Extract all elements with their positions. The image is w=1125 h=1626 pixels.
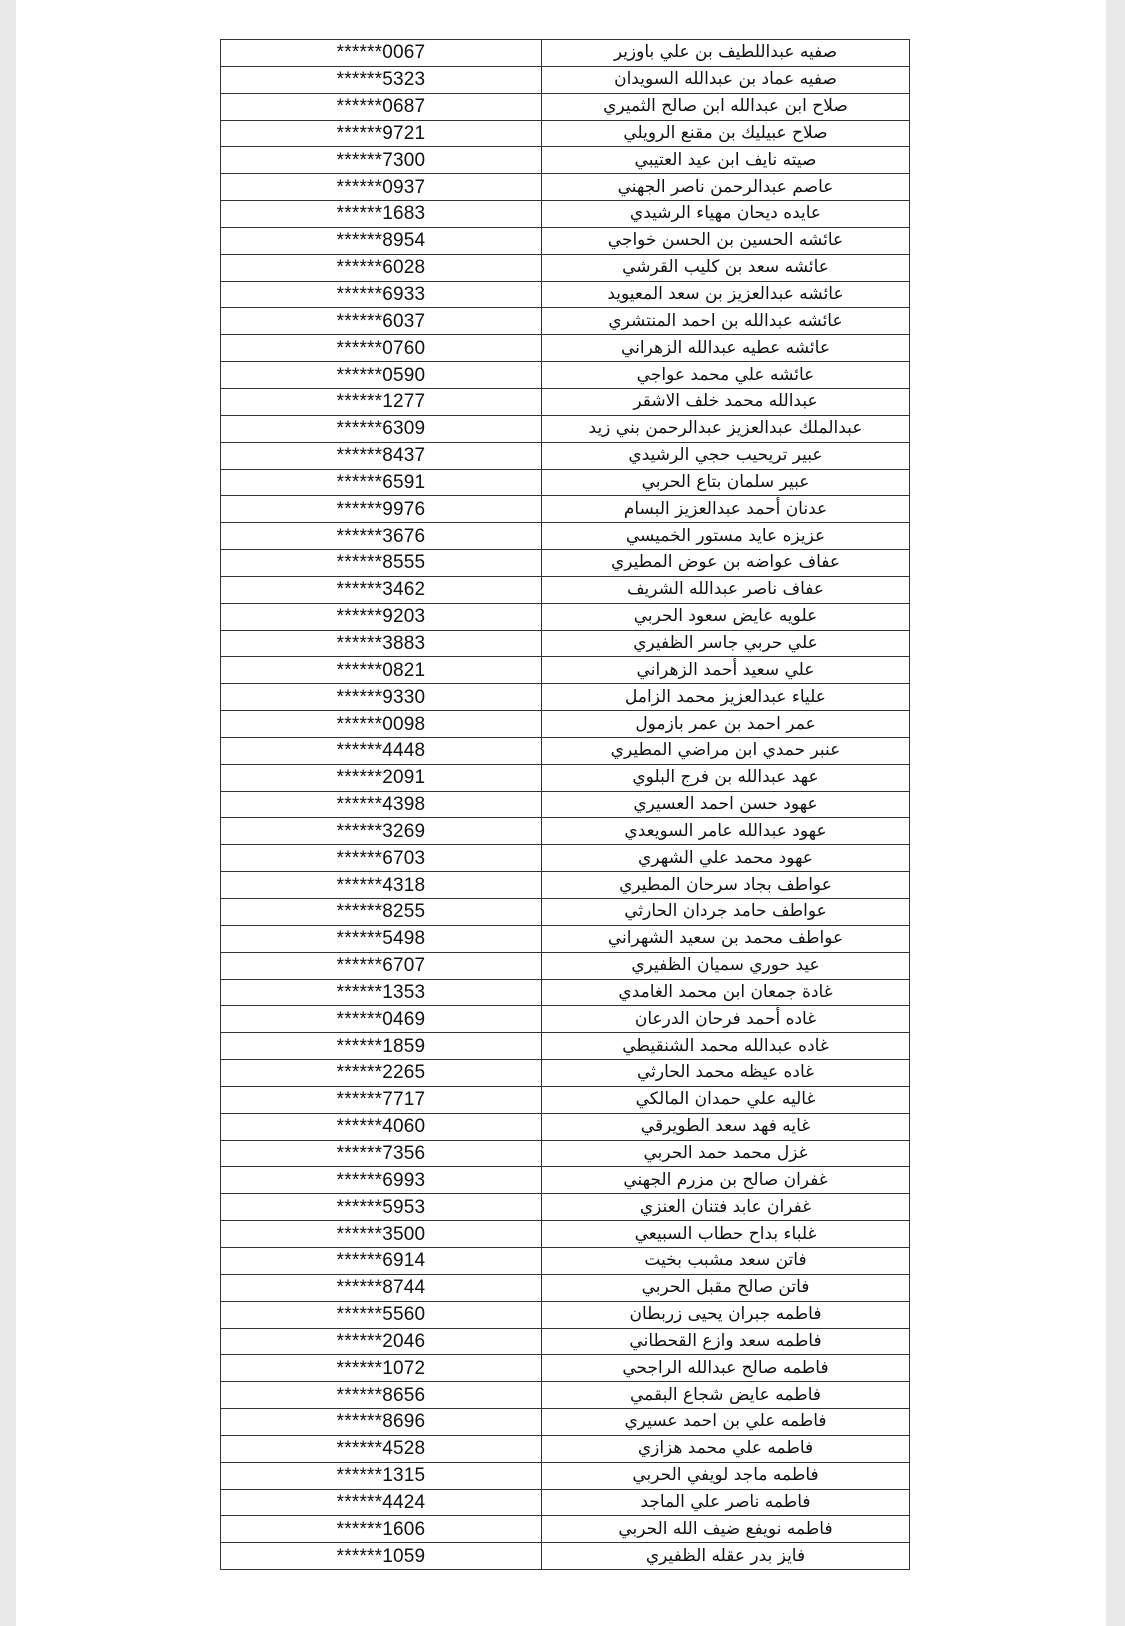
id-code-cell: ******6028	[221, 254, 542, 281]
id-code-cell: ******3676	[221, 523, 542, 550]
person-name-cell: عنبر حمدي ابن مراضي المطيري	[542, 737, 910, 764]
table-row	[221, 603, 910, 630]
table-row	[221, 1516, 910, 1543]
table-row	[221, 1543, 910, 1570]
person-name-cell: علي حربي جاسر الظفيري	[542, 630, 910, 657]
id-code-cell: ******9976	[221, 496, 542, 523]
id-code-cell: ******2046	[221, 1328, 542, 1355]
id-code-cell: ******0760	[221, 335, 542, 362]
table-row	[221, 550, 910, 577]
table-row	[221, 469, 910, 496]
table-row	[221, 979, 910, 1006]
table-row	[221, 93, 910, 120]
person-name-cell: غايه فهد سعد الطويرقي	[542, 1113, 910, 1140]
id-code-cell: ******3883	[221, 630, 542, 657]
table-row	[221, 120, 910, 147]
id-code-cell: ******1859	[221, 1033, 542, 1060]
table-row	[221, 845, 910, 872]
person-name-cell: عدنان أحمد عبدالعزيز البسام	[542, 496, 910, 523]
table-row	[221, 737, 910, 764]
id-code-cell: ******5323	[221, 66, 542, 93]
person-name-cell: عفاف عواضه بن عوض المطيري	[542, 550, 910, 577]
person-name-cell: فاطمه ماجد لويفي الحربي	[542, 1462, 910, 1489]
id-code-cell: ******0937	[221, 174, 542, 201]
person-name-cell: صفيه عبداللطيف بن علي باوزير	[542, 40, 910, 67]
person-name-cell: عبير تريحيب حجي الرشيدي	[542, 442, 910, 469]
person-name-cell: فاتن سعد مشبب بخيت	[542, 1247, 910, 1274]
table-row	[221, 684, 910, 711]
person-name-cell: صفيه عماد بن عبدالله السويدان	[542, 66, 910, 93]
id-code-cell: ******1059	[221, 1543, 542, 1570]
person-name-cell: عهود محمد علي الشهري	[542, 845, 910, 872]
names-table-body	[221, 40, 910, 1570]
id-code-cell: ******4318	[221, 872, 542, 899]
table-row	[221, 388, 910, 415]
table-row	[221, 1328, 910, 1355]
table-row	[221, 335, 910, 362]
id-code-cell: ******1315	[221, 1462, 542, 1489]
person-name-cell: عهود عبدالله عامر السويعدي	[542, 818, 910, 845]
table-row	[221, 899, 910, 926]
table-row	[221, 791, 910, 818]
id-code-cell: ******6309	[221, 415, 542, 442]
id-code-cell: ******6707	[221, 952, 542, 979]
table-row	[221, 1194, 910, 1221]
id-code-cell: ******8696	[221, 1409, 542, 1436]
table-row	[221, 764, 910, 791]
person-name-cell: فاطمه علي بن احمد عسيري	[542, 1409, 910, 1436]
id-code-cell: ******0469	[221, 1006, 542, 1033]
id-code-cell: ******0098	[221, 711, 542, 738]
id-code-cell: ******7300	[221, 147, 542, 174]
id-code-cell: ******6933	[221, 281, 542, 308]
person-name-cell: عمر احمد بن عمر بازمول	[542, 711, 910, 738]
table-row	[221, 872, 910, 899]
table-row	[221, 630, 910, 657]
id-code-cell: ******0590	[221, 362, 542, 389]
person-name-cell: غلباء بداح حطاب السبيعي	[542, 1221, 910, 1248]
table-row	[221, 227, 910, 254]
id-code-cell: ******0067	[221, 40, 542, 67]
id-code-cell: ******5560	[221, 1301, 542, 1328]
table-row	[221, 523, 910, 550]
person-name-cell: علياء عبدالعزيز محمد الزامل	[542, 684, 910, 711]
table-row	[221, 1301, 910, 1328]
table-row	[221, 1140, 910, 1167]
id-code-cell: ******7356	[221, 1140, 542, 1167]
person-name-cell: صلاح ابن عبدالله ابن صالح الثميري	[542, 93, 910, 120]
table-row	[221, 1462, 910, 1489]
person-name-cell: غاليه علي حمدان المالكي	[542, 1086, 910, 1113]
id-code-cell: ******6914	[221, 1247, 542, 1274]
table-row	[221, 254, 910, 281]
person-name-cell: عائشه عطيه عبدالله الزهراني	[542, 335, 910, 362]
id-code-cell: ******9330	[221, 684, 542, 711]
table-row	[221, 1274, 910, 1301]
id-code-cell: ******6037	[221, 308, 542, 335]
table-row	[221, 1382, 910, 1409]
person-name-cell: عزيزه عايد مستور الخميسي	[542, 523, 910, 550]
id-code-cell: ******6703	[221, 845, 542, 872]
id-code-cell: ******1683	[221, 201, 542, 228]
table-row	[221, 362, 910, 389]
id-code-cell: ******8555	[221, 550, 542, 577]
person-name-cell: عائشه عبدالعزيز بن سعد المعيويد	[542, 281, 910, 308]
person-name-cell: غاده عبدالله محمد الشنقيطي	[542, 1033, 910, 1060]
id-code-cell: ******6591	[221, 469, 542, 496]
person-name-cell: عفاف ناصر عبدالله الشريف	[542, 576, 910, 603]
table-row	[221, 1355, 910, 1382]
person-name-cell: فاطمه نويفع ضيف الله الحربي	[542, 1516, 910, 1543]
person-name-cell: علويه عايض سعود الحربي	[542, 603, 910, 630]
person-name-cell: علي سعيد أحمد الزهراني	[542, 657, 910, 684]
id-code-cell: ******4448	[221, 737, 542, 764]
table-row	[221, 201, 910, 228]
id-code-cell: ******6993	[221, 1167, 542, 1194]
person-name-cell: عواطف محمد بن سعيد الشهراني	[542, 925, 910, 952]
person-name-cell: غاده أحمد فرحان الدرعان	[542, 1006, 910, 1033]
id-code-cell: ******3269	[221, 818, 542, 845]
names-table	[220, 39, 910, 1570]
id-code-cell: ******4060	[221, 1113, 542, 1140]
table-row	[221, 576, 910, 603]
table-row	[221, 1033, 910, 1060]
id-code-cell: ******2091	[221, 764, 542, 791]
person-name-cell: عواطف حامد جردان الحارثي	[542, 899, 910, 926]
person-name-cell: عائشه علي محمد عواجي	[542, 362, 910, 389]
table-row	[221, 711, 910, 738]
id-code-cell: ******8437	[221, 442, 542, 469]
id-code-cell: ******8954	[221, 227, 542, 254]
person-name-cell: فاطمه علي محمد هزازي	[542, 1435, 910, 1462]
table-row	[221, 40, 910, 67]
table-row	[221, 1247, 910, 1274]
table-row	[221, 281, 910, 308]
id-code-cell: ******1606	[221, 1516, 542, 1543]
table-row	[221, 496, 910, 523]
id-code-cell: ******4528	[221, 1435, 542, 1462]
table-row	[221, 657, 910, 684]
id-code-cell: ******1353	[221, 979, 542, 1006]
person-name-cell: فاطمه جبران يحيى زربطان	[542, 1301, 910, 1328]
person-name-cell: عائشه عبدالله بن احمد المنتشري	[542, 308, 910, 335]
person-name-cell: غفران عابد فتنان العنزي	[542, 1194, 910, 1221]
table-row	[221, 1435, 910, 1462]
id-code-cell: ******0687	[221, 93, 542, 120]
person-name-cell: غفران صالح بن مزرم الجهني	[542, 1167, 910, 1194]
id-code-cell: ******2265	[221, 1060, 542, 1087]
person-name-cell: فاطمه صالح عبدالله الراجحي	[542, 1355, 910, 1382]
table-row	[221, 1113, 910, 1140]
person-name-cell: عبدالله محمد خلف الاشقر	[542, 388, 910, 415]
id-code-cell: ******7717	[221, 1086, 542, 1113]
table-row	[221, 1221, 910, 1248]
table-row	[221, 1060, 910, 1087]
table-row	[221, 308, 910, 335]
person-name-cell: عائشه سعد بن كليب القرشي	[542, 254, 910, 281]
id-code-cell: ******5498	[221, 925, 542, 952]
person-name-cell: صيته نايف ابن عيد العتيبي	[542, 147, 910, 174]
person-name-cell: فاطمه ناصر علي الماجد	[542, 1489, 910, 1516]
id-code-cell: ******4398	[221, 791, 542, 818]
person-name-cell: عيد حوري سميان الظفيري	[542, 952, 910, 979]
person-name-cell: صلاح عبيليك بن مقنع الرويلي	[542, 120, 910, 147]
id-code-cell: ******9203	[221, 603, 542, 630]
person-name-cell: عهود حسن احمد العسيري	[542, 791, 910, 818]
person-name-cell: غزل محمد حمد الحربي	[542, 1140, 910, 1167]
table-row	[221, 818, 910, 845]
person-name-cell: عاصم عبدالرحمن ناصر الجهني	[542, 174, 910, 201]
table-row	[221, 1409, 910, 1436]
table-row	[221, 1167, 910, 1194]
id-code-cell: ******1277	[221, 388, 542, 415]
person-name-cell: غادة جمعان ابن محمد الغامدي	[542, 979, 910, 1006]
id-code-cell: ******1072	[221, 1355, 542, 1382]
person-name-cell: عواطف بجاد سرحان المطيري	[542, 872, 910, 899]
table-row	[221, 174, 910, 201]
person-name-cell: عبير سلمان بتاع الحربي	[542, 469, 910, 496]
table-row	[221, 415, 910, 442]
table-row	[221, 442, 910, 469]
table-row	[221, 1086, 910, 1113]
person-name-cell: عهد عبدالله بن فرج البلوي	[542, 764, 910, 791]
person-name-cell: عايده ديحان مهياء الرشيدي	[542, 201, 910, 228]
table-row	[221, 952, 910, 979]
id-code-cell: ******8255	[221, 899, 542, 926]
person-name-cell: فاطمه سعد وازع القحطاني	[542, 1328, 910, 1355]
person-name-cell: فاطمه عايض شجاع البقمي	[542, 1382, 910, 1409]
id-code-cell: ******5953	[221, 1194, 542, 1221]
id-code-cell: ******3462	[221, 576, 542, 603]
id-code-cell: ******8656	[221, 1382, 542, 1409]
id-code-cell: ******3500	[221, 1221, 542, 1248]
table-row	[221, 925, 910, 952]
person-name-cell: فايز بدر عقله الظفيري	[542, 1543, 910, 1570]
person-name-cell: غاده عيظه محمد الحارثي	[542, 1060, 910, 1087]
table-row	[221, 1006, 910, 1033]
person-name-cell: فاتن صالح مقبل الحربي	[542, 1274, 910, 1301]
table-row	[221, 147, 910, 174]
person-name-cell: عبدالملك عبدالعزيز عبدالرحمن بني زيد	[542, 415, 910, 442]
id-code-cell: ******4424	[221, 1489, 542, 1516]
table-row	[221, 66, 910, 93]
id-code-cell: ******8744	[221, 1274, 542, 1301]
id-code-cell: ******0821	[221, 657, 542, 684]
table-row	[221, 1489, 910, 1516]
person-name-cell: عائشه الحسين بن الحسن خواجي	[542, 227, 910, 254]
id-code-cell: ******9721	[221, 120, 542, 147]
